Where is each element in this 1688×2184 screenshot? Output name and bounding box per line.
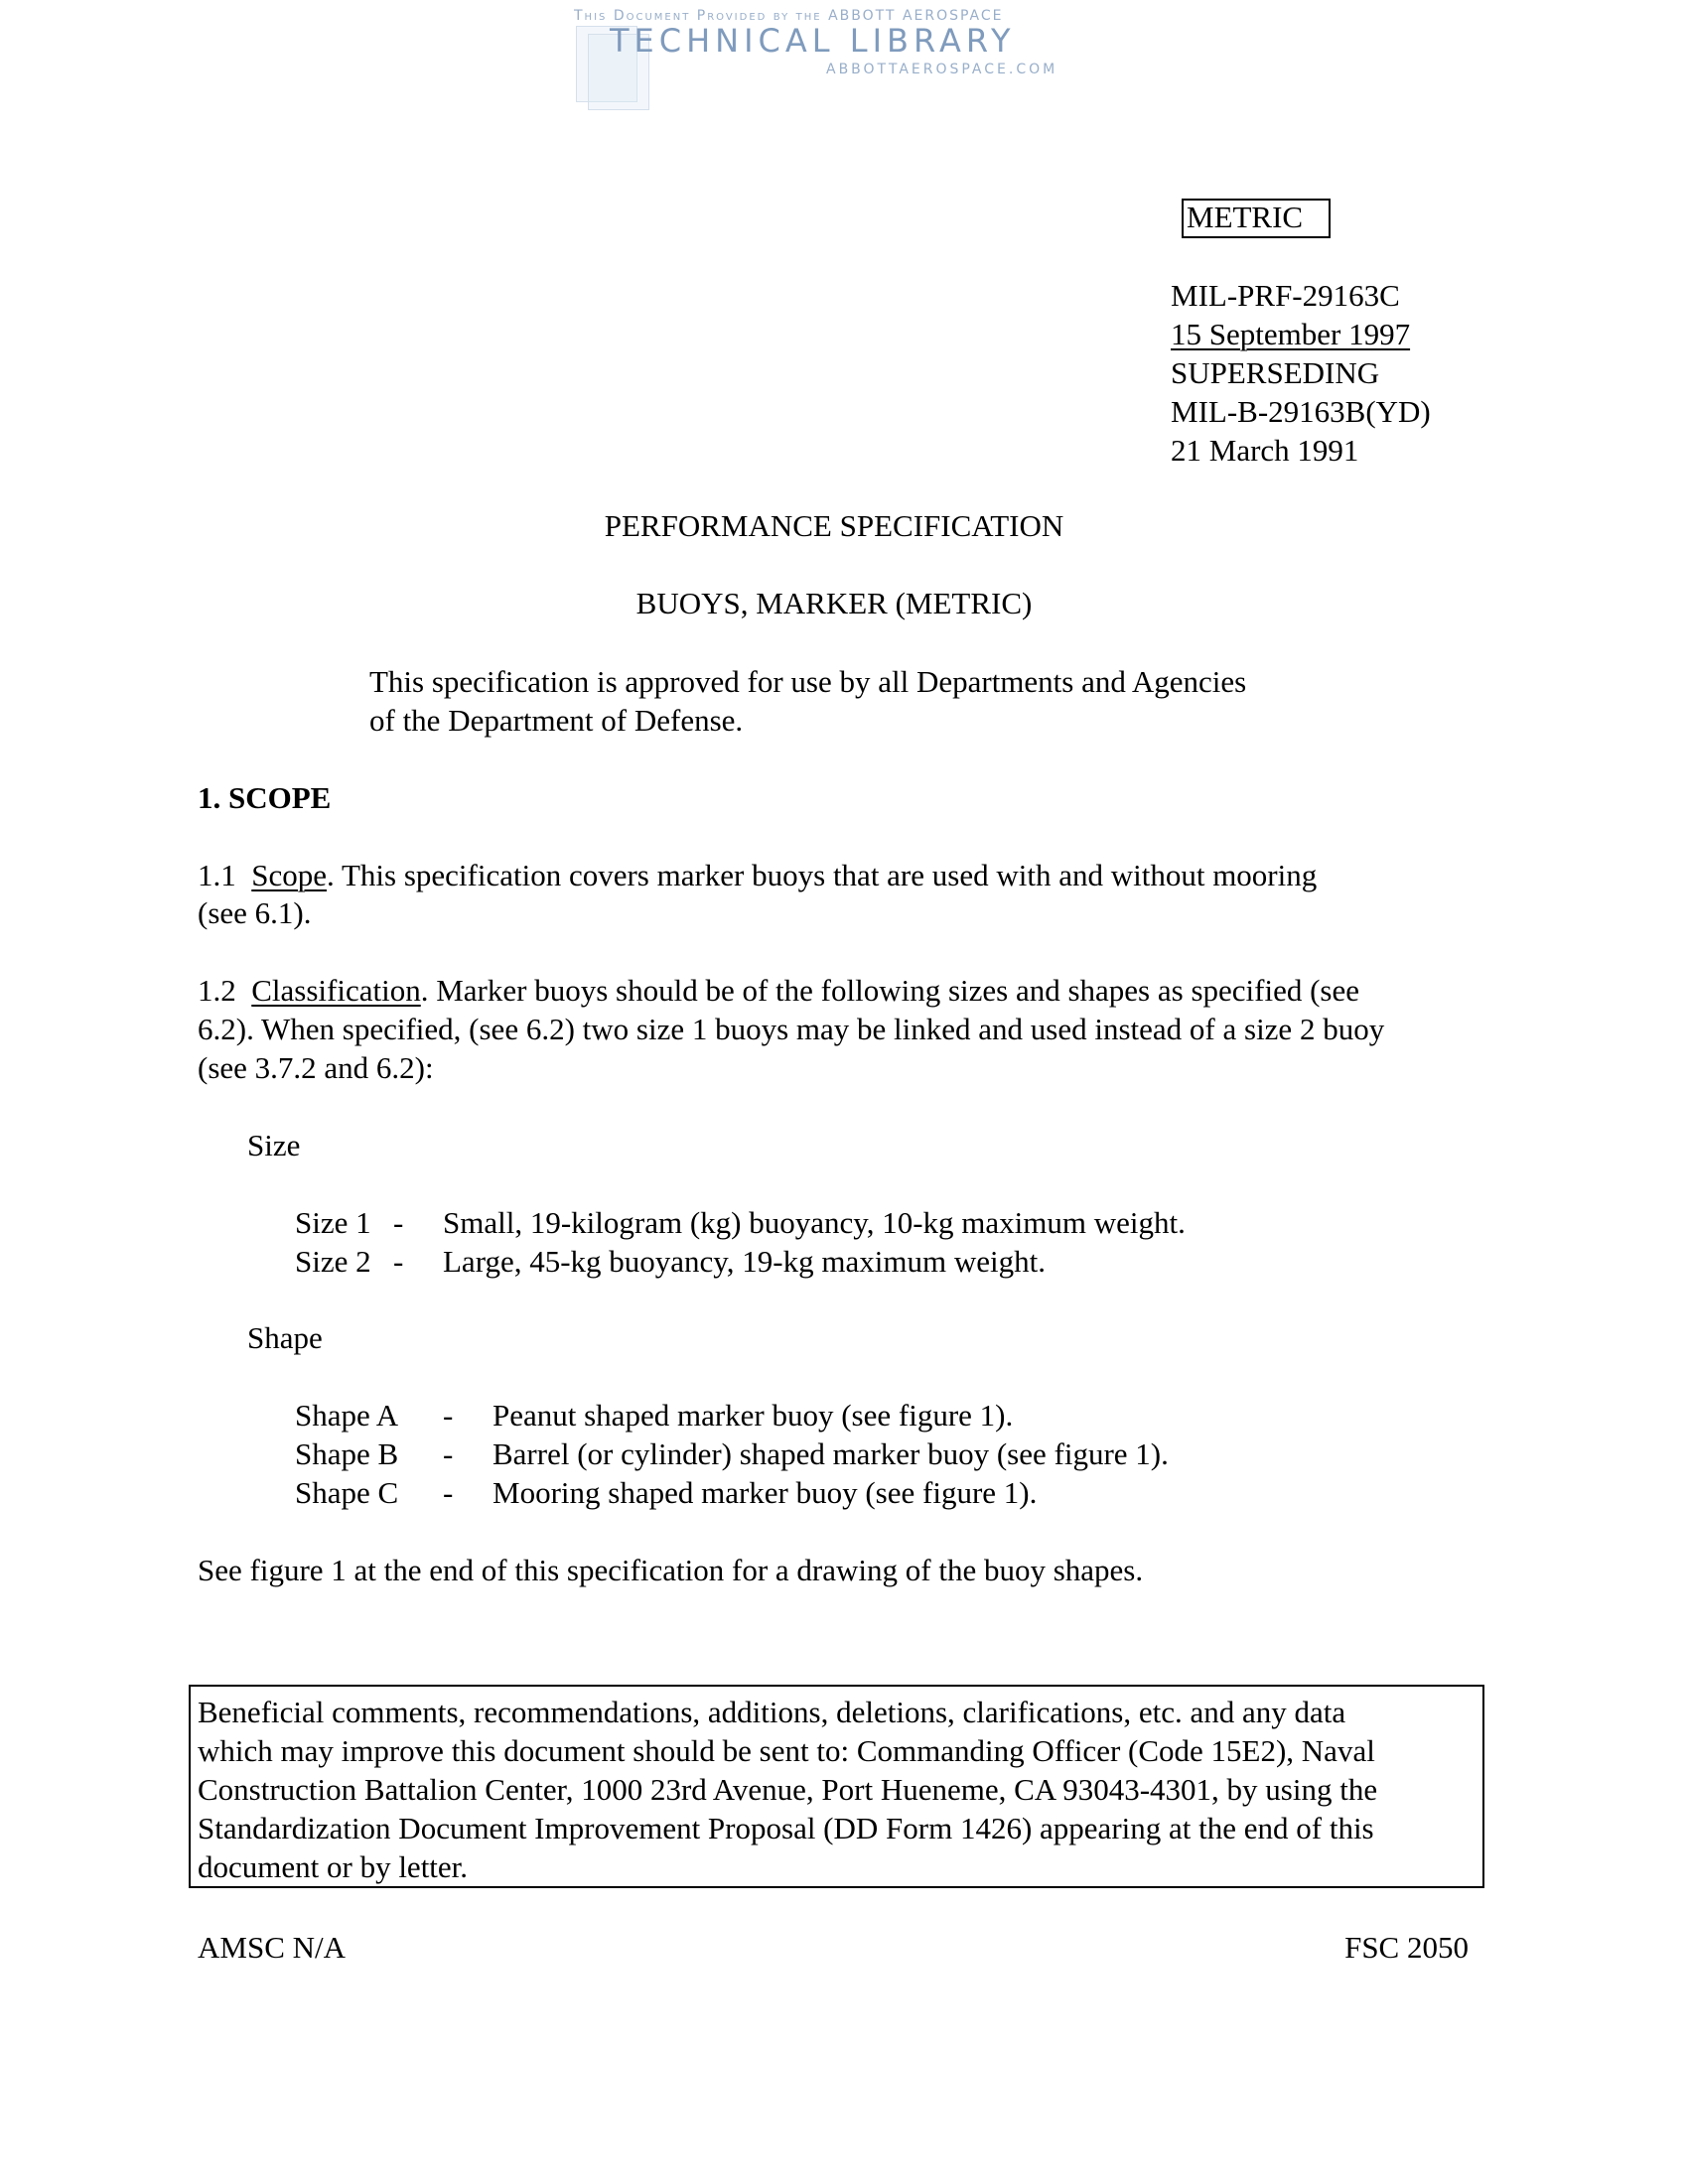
- paragraph-1-2-line: (see 3.7.2 and 6.2):: [198, 1050, 434, 1085]
- superseding-label: SUPERSEDING: [1171, 355, 1380, 390]
- approval-line: of the Department of Defense.: [369, 703, 744, 738]
- paragraph-title: Classification: [251, 973, 421, 1008]
- shape-desc: Barrel (or cylinder) shaped marker buoy (see figure 1).: [492, 1436, 1169, 1471]
- old-doc-date: 21 March 1991: [1171, 433, 1359, 468]
- metric-label: METRIC: [1187, 200, 1304, 234]
- shape-desc: Peanut shaped marker buoy (see figure 1).: [492, 1398, 1014, 1433]
- approval-line: This specification is approved for use by all Departments and Agencies: [369, 664, 1247, 699]
- paragraph-1-2-line: 6.2). When specified, (see 6.2) two size 1 buoys may be linked and used instead of a size 2 buoy: [198, 1012, 1385, 1046]
- paragraph-1-2-line: [198, 971, 1359, 1010]
- comments-line: Standardization Document Improvement Proposal (DD Form 1426) appearing at the end of this: [198, 1811, 1374, 1845]
- comments-line: document or by letter.: [198, 1849, 469, 1884]
- paragraph-number: 1.1: [198, 858, 236, 892]
- paragraph-title: Scope: [251, 858, 328, 892]
- shape-label: Shape C: [295, 1475, 399, 1510]
- size-dash: -: [393, 1244, 404, 1279]
- watermark-line3: ABBOTTAEROSPACE.COM: [826, 62, 1058, 77]
- paragraph-text: . Marker buoys should be of the following sizes and shapes as specified (see: [420, 973, 1359, 1008]
- shape-dash: -: [443, 1475, 454, 1510]
- shape-label: Shape B: [295, 1436, 399, 1471]
- watermark-line1: This Document Provided by the ABBOTT AEROSPACE: [574, 8, 1004, 24]
- spec-subject-title: BUOYS, MARKER (METRIC): [635, 586, 1033, 620]
- size-desc: Small, 19-kilogram (kg) buoyancy, 10-kg maximum weight.: [443, 1205, 1186, 1240]
- size-label: Size 1: [295, 1205, 371, 1240]
- shape-label: Shape A: [295, 1398, 399, 1433]
- watermark-line2: TECHNICAL LIBRARY: [610, 22, 1016, 60]
- section-heading-scope: 1. SCOPE: [198, 780, 332, 815]
- technical-library-watermark: [566, 4, 1102, 113]
- size-heading: Size: [247, 1128, 301, 1162]
- spec-type-title: PERFORMANCE SPECIFICATION: [604, 508, 1064, 543]
- comments-line: which may improve this document should be sent to: Commanding Officer (Code 15E2), Naval: [198, 1733, 1375, 1768]
- shape-dash: -: [443, 1436, 454, 1471]
- doc-date: 15 September 1997: [1171, 317, 1411, 351]
- shape-heading: Shape: [247, 1320, 323, 1355]
- comments-line: Beneficial comments, recommendations, additions, deletions, clarifications, etc. and any data: [198, 1695, 1346, 1729]
- paragraph-1-1-line: (see 6.1).: [198, 895, 312, 930]
- shape-desc: Mooring shaped marker buoy (see figure 1).: [492, 1475, 1038, 1510]
- old-doc-id: MIL-B-29163B(YD): [1171, 394, 1431, 429]
- amsc-label: AMSC N/A: [198, 1930, 347, 1965]
- comments-line: Construction Battalion Center, 1000 23rd Avenue, Port Hueneme, CA 93043-4301, by using the: [198, 1772, 1378, 1807]
- size-dash: -: [393, 1205, 404, 1240]
- see-figure-text: See figure 1 at the end of this specification for a drawing of the buoy shapes.: [198, 1553, 1144, 1587]
- paragraph-text: . This specification covers marker buoys that are used with and without mooring: [327, 858, 1318, 892]
- paragraph-1-1-line: [198, 856, 1317, 894]
- doc-id: MIL-PRF-29163C: [1171, 278, 1400, 313]
- size-label: Size 2: [295, 1244, 371, 1279]
- size-desc: Large, 45-kg buoyancy, 19-kg maximum weight.: [443, 1244, 1046, 1279]
- fsc-label: FSC 2050: [1344, 1930, 1469, 1965]
- paragraph-number: 1.2: [198, 973, 236, 1008]
- shape-dash: -: [443, 1398, 454, 1433]
